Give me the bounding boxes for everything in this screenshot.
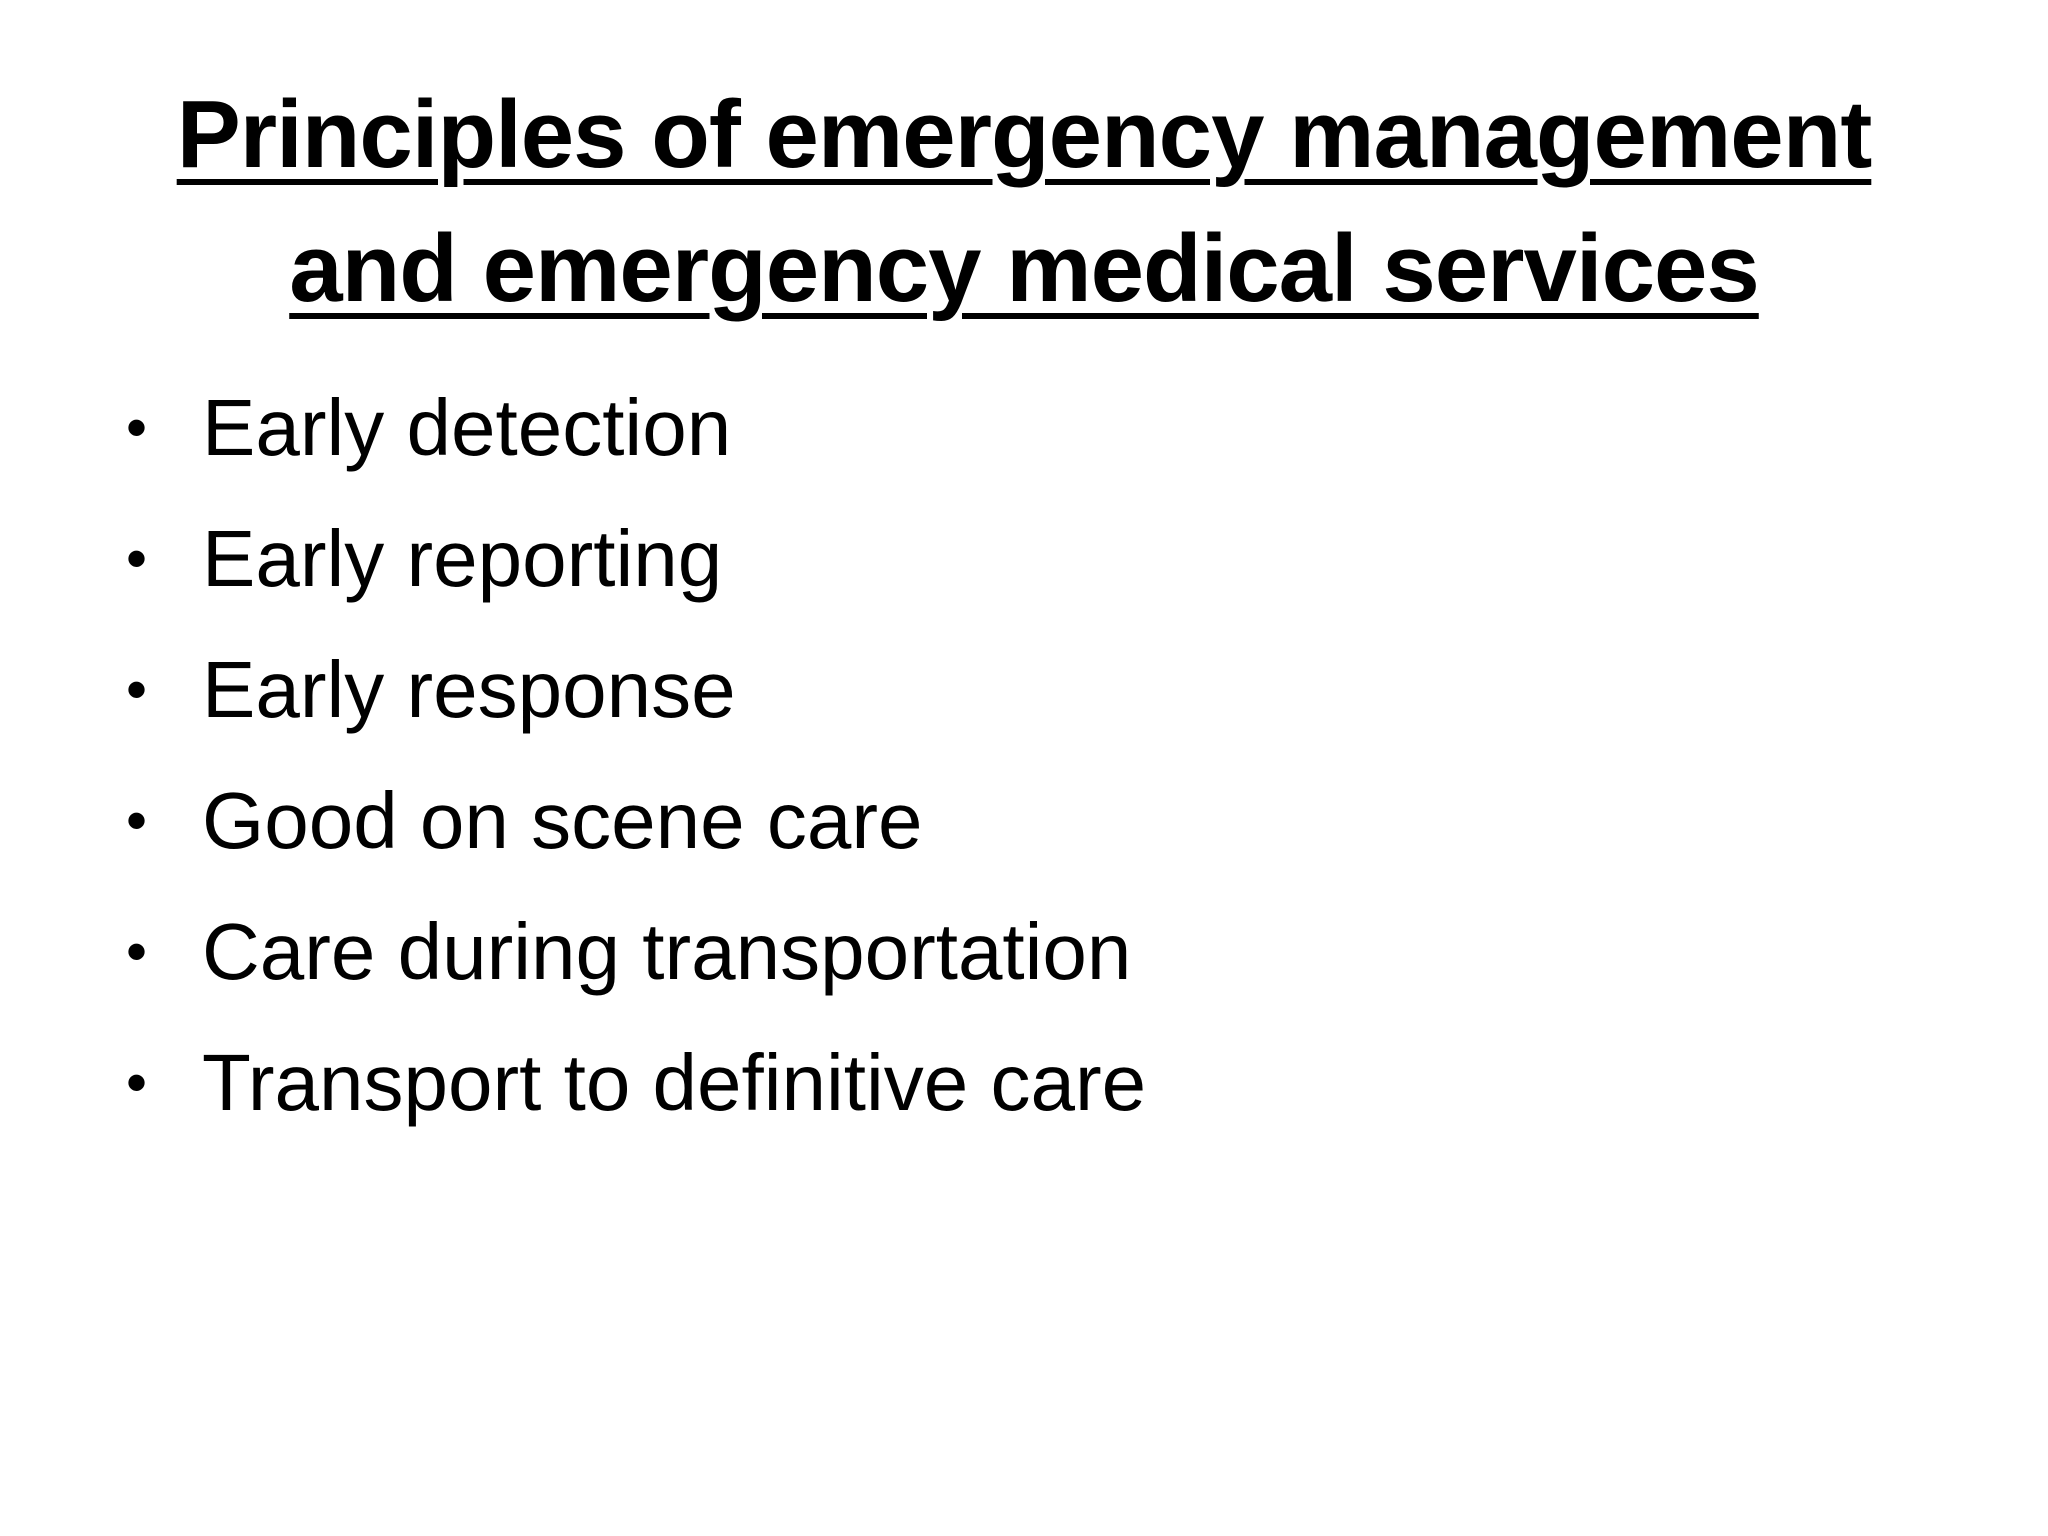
bullet-icon: • [126,656,148,723]
bullet-text: Good on scene care [202,776,923,865]
slide-title-line-2 [100,202,1948,336]
slide-title-line-1 [100,68,1948,202]
bullet-icon: • [126,787,148,854]
bullet-icon: • [126,918,148,985]
slide-title-text-2: and emergency medical services [289,215,1759,322]
slide-title-text-1: Principles of emergency management [176,81,1872,188]
bullet-icon: • [126,1049,148,1116]
bullet-item [126,771,1146,902]
bullet-item [126,378,1146,509]
bullet-text: Early response [202,645,736,734]
bullet-text: Transport to definitive care [202,1038,1147,1127]
slide-title [100,68,1948,336]
bullet-text: Early reporting [202,514,723,603]
bullet-text: Care during transportation [202,907,1132,996]
bullet-text: Early detection [202,383,732,472]
bullet-list [126,378,1146,1164]
bullet-icon: • [126,525,148,592]
bullet-item [126,640,1146,771]
bullet-item [126,1033,1146,1164]
bullet-item [126,902,1146,1033]
bullet-item [126,509,1146,640]
bullet-icon: • [126,394,148,461]
